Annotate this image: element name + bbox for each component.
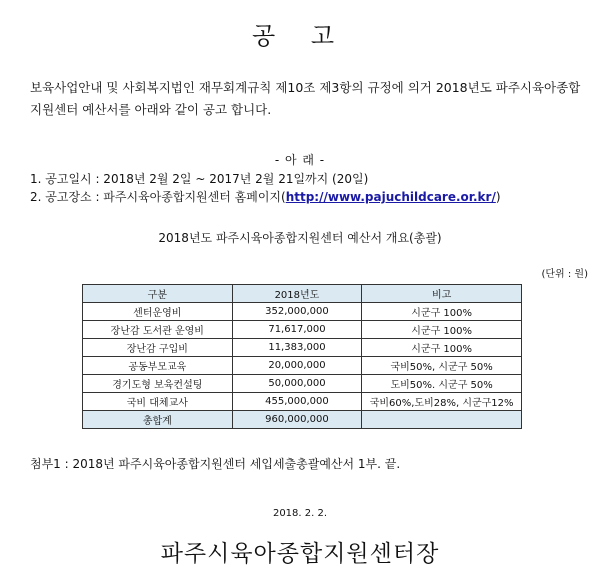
total-label: 총합계 [83, 411, 233, 429]
header-note: 비고 [362, 285, 522, 303]
intro-paragraph: 보육사업안내 및 사회복지법인 재무회계규칙 제10조 제3항의 규정에 의거 2018년도 파주시육아종합지원센터 예산서를 아래와 같이 공고 합니다. [30, 80, 581, 117]
row-amount: 352,000,000 [232, 303, 362, 321]
total-note [362, 411, 522, 429]
row-amount: 11,383,000 [232, 339, 362, 357]
row-amount: 455,000,000 [232, 393, 362, 411]
notice-date: 2018. 2. 2. [272, 508, 328, 519]
row-item: 공동부모교육 [83, 357, 233, 375]
row-item: 장난감 구입비 [83, 339, 233, 357]
table-header-row [83, 285, 522, 303]
row-note: 시군구 100% [362, 321, 522, 339]
table-total-row [83, 411, 522, 429]
row-amount: 71,617,000 [232, 321, 362, 339]
row-note: 도비50%. 시군구 50% [362, 375, 522, 393]
total-amount: 960,000,000 [232, 411, 362, 429]
row-item: 국비 대체교사 [83, 393, 233, 411]
row-note: 국비50%, 시군구 50% [362, 357, 522, 375]
table-row [83, 357, 522, 375]
header-year: 2018년도 [232, 285, 362, 303]
notice-title: 공 고 [252, 22, 348, 50]
organization-signature: 파주시육아종합지원센터장 [160, 541, 440, 567]
table-row [83, 303, 522, 321]
info-date-line: 1. 공고일시 : 2018년 2월 2일 ~ 2017년 2월 21일까지 (20일) [30, 172, 369, 186]
row-note: 시군구 100% [362, 339, 522, 357]
info-location-suffix: ) [495, 190, 501, 204]
table-row [83, 339, 522, 357]
table-row [83, 375, 522, 393]
row-note: 시군구 100% [362, 303, 522, 321]
row-note: 국비60%,도비28%, 시군구12% [362, 393, 522, 411]
summary-title: 2018년도 파주시육아종합지원센터 예산서 개요(총괄) [158, 231, 442, 245]
row-amount: 20,000,000 [232, 357, 362, 375]
subheading: - 아 래 - [274, 153, 326, 167]
budget-table [82, 284, 522, 429]
homepage-link[interactable]: http://www.pajuchildcare.or.kr/ [285, 190, 496, 204]
header-category: 구분 [83, 285, 233, 303]
info-location-prefix: 2. 공고장소 : 파주시육아종합지원센터 홈페이지( [30, 190, 286, 204]
unit-label: (단위 : 원) [541, 269, 588, 280]
table-row [83, 321, 522, 339]
row-item: 장난감 도서관 운영비 [83, 321, 233, 339]
row-item: 센터운영비 [83, 303, 233, 321]
attachment-note: 첨부1 : 2018년 파주시육아종합지원센터 세입세출총괄예산서 1부. 끝. [30, 457, 401, 471]
info-location-line [30, 188, 501, 205]
row-item: 경기도형 보육컨설팅 [83, 375, 233, 393]
table-row [83, 393, 522, 411]
row-amount: 50,000,000 [232, 375, 362, 393]
